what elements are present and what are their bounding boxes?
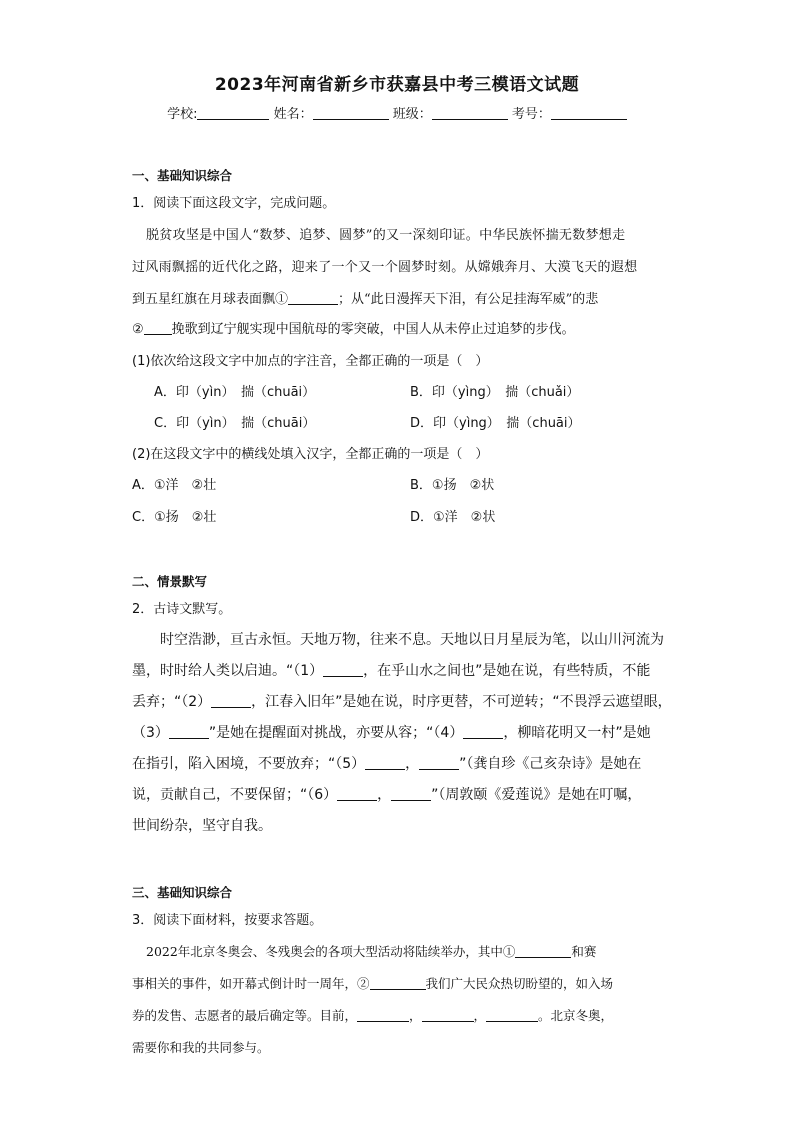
material-line-1-b: 和赛 (571, 944, 597, 959)
material-blank-3[interactable] (357, 1008, 409, 1022)
material-line-3-d: 。北京冬奥， (538, 1008, 614, 1023)
poem-line-1: 时空浩渺，亘古永恒。天地万物，往来不息。天地以日月星辰为笔，以山川河流为 (160, 632, 664, 648)
poem-blank-1[interactable] (323, 663, 363, 677)
passage-1-line-3-b: ；从“此日漫挥天下泪，有公足挂海军威”的悲 (338, 292, 599, 307)
poem-blank-4[interactable] (463, 725, 503, 739)
section-heading-2: 二、情景默写 (132, 574, 208, 589)
section-heading-1: 一、基础知识综合 (132, 168, 233, 183)
option-1-1-d[interactable]: D．印（yìng） 揣（chuāi） (410, 416, 581, 431)
question-1-stem: 1．阅读下面这段文字，完成问题。 (132, 196, 336, 211)
sub-question-1-2: (2)在这段文字中的横线处填入汉字，全都正确的一项是（ ） (132, 447, 489, 462)
poem-line-4-a: （3） (132, 725, 169, 741)
poem-blank-5a[interactable] (365, 756, 405, 770)
material-line-3-c: ， (473, 1008, 487, 1023)
passage-1-line-4-a: ② (132, 322, 144, 337)
poem-line-4-b: ”是她在提醒面对挑战，亦要从容；“（4） (208, 725, 464, 741)
poem-line-3-b: ，江春入旧年”是她在说，时序更替，不可逆转；“不畏浮云遮望眼， (251, 694, 672, 710)
sub-question-1-1: (1)依次给这段文字中加点的字注音，全都正确的一项是（ ） (132, 354, 489, 369)
passage-1-line-2: 过风雨飘摇的近代化之路，迎来了一个又一个圆梦时刻。从嫦娥奔月、大漠飞天的遐想 (132, 260, 638, 275)
class-blank[interactable] (432, 106, 508, 120)
question-3-stem: 3．阅读下面材料，按要求答题。 (132, 913, 323, 928)
page-title: 2023年河南省新乡市获嘉县中考三模语文试题 (214, 75, 580, 95)
poem-line-6-a: 说，贡献自己，不要保留；“（6） (132, 787, 338, 803)
material-blank-5[interactable] (486, 1008, 538, 1022)
passage-1-line-4 (132, 318, 575, 337)
exam-no-label: 考号： (511, 107, 551, 122)
class-label: 班级： (392, 107, 432, 122)
poem-blank-3[interactable] (169, 725, 209, 739)
poem-line-3 (132, 691, 672, 711)
poem-line-5-a: 在指引，陷入困境，不要放弃；“（5） (132, 756, 366, 772)
material-blank-4[interactable] (422, 1008, 474, 1022)
poem-line-2 (132, 660, 650, 680)
material-line-1-a: 2022年北京冬奥会、冬残奥会的各项大型活动将陆续举办，其中① (146, 944, 516, 959)
poem-line-5-c: ”（龚自珍《己亥杂诗》是她在 (459, 756, 642, 772)
passage-1-line-4-b: 挽歌到辽宁舰实现中国航母的零突破，中国人从未停止过追梦的步伐。 (171, 322, 575, 337)
name-blank[interactable] (313, 106, 389, 120)
poem-line-6-c: ”（周敦颐《爱莲说》是她在叮嘱， (431, 787, 642, 803)
poem-blank-5b[interactable] (419, 756, 459, 770)
material-line-2-a: 事相关的事件，如开幕式倒计时一周年，② (132, 976, 370, 991)
option-1-1-c[interactable]: C．印（yìn） 揣（chuāi） (154, 416, 316, 431)
poem-blank-6a[interactable] (337, 787, 377, 801)
poem-line-2-a: 墨，时时给人类以启迪。“（1） (132, 663, 324, 679)
student-info-line (0, 103, 794, 122)
material-line-2-b: 我们广大民众热切盼望的，如入场 (425, 976, 614, 991)
blank-1-1[interactable] (288, 291, 338, 305)
name-label: 姓名： (273, 107, 313, 122)
material-line-4: 需要你和我的共同参与。 (132, 1040, 270, 1055)
option-1-2-d[interactable]: D．①洋 ②状 (410, 510, 496, 525)
option-1-2-b[interactable]: B．①扬 ②状 (410, 478, 495, 493)
poem-blank-6b[interactable] (391, 787, 431, 801)
poem-line-3-a: 丢弃；“（2） (132, 694, 212, 710)
material-line-1 (146, 942, 596, 960)
poem-line-2-b: ，在乎山水之间也”是她在说，有些特质，不能 (363, 663, 651, 679)
poem-line-5-b: ， (405, 756, 420, 772)
school-label: 学校: (167, 107, 198, 122)
poem-line-5 (132, 753, 641, 773)
poem-line-4 (132, 722, 651, 742)
exam-no-blank[interactable] (551, 106, 627, 120)
material-line-3 (132, 1006, 613, 1024)
question-2-stem: 2．古诗文默写。 (132, 602, 232, 617)
material-line-3-b: ， (409, 1008, 422, 1023)
material-blank-2[interactable] (370, 976, 426, 990)
passage-1-line-3 (132, 288, 598, 307)
poem-line-6-b: ， (377, 787, 392, 803)
poem-line-7: 世间纷杂，坚守自我。 (132, 818, 272, 834)
poem-line-4-c: ，柳暗花明又一村”是她 (503, 725, 651, 741)
material-line-3-a: 券的发售、志愿者的最后确定等。目前， (132, 1008, 358, 1023)
passage-1-line-3-a: 到五星红旗在月球表面飘① (132, 292, 289, 307)
option-1-1-a[interactable]: A．印（yìn） 揣（chuāi） (154, 385, 316, 400)
section-heading-3: 三、基础知识综合 (132, 885, 233, 900)
material-line-2 (132, 974, 613, 992)
passage-1-line-1: 脱贫攻坚是中国人“数梦、追梦、圆梦”的又一深刻印证。中华民族怀揣无数梦想走 (146, 228, 626, 243)
material-blank-1[interactable] (515, 944, 571, 958)
option-1-2-a[interactable]: A．①洋 ②壮 (132, 478, 217, 493)
school-blank[interactable] (197, 106, 269, 120)
option-1-2-c[interactable]: C．①扬 ②壮 (132, 510, 217, 525)
option-1-1-b[interactable]: B．印（yìng） 揣（chuǎi） (410, 385, 580, 400)
poem-blank-2[interactable] (211, 694, 251, 708)
poem-line-6 (132, 784, 641, 804)
blank-1-2[interactable] (144, 321, 172, 335)
